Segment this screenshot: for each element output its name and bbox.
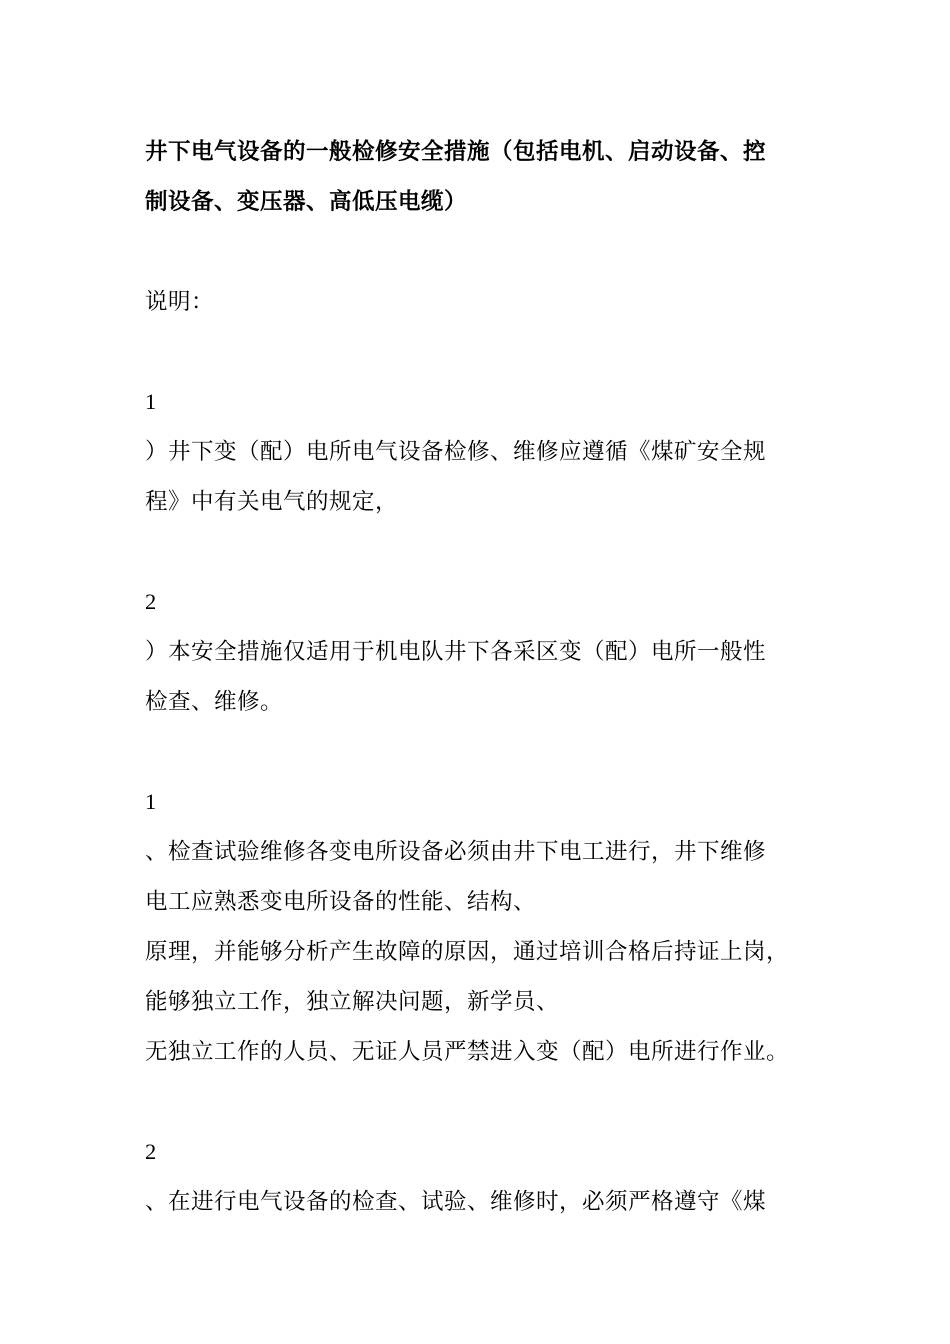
- spacer: [145, 327, 825, 377]
- item-1-line-1: 、检查试验维修各变电所设备必须由井下电工进行，井下维修: [145, 839, 767, 865]
- note-1-line-2: 程》中有关电气的规定，: [145, 489, 399, 515]
- item-1-line-5: 无独立工作的人员、无证人员严禁进入变（配）电所进行作业。: [145, 1039, 790, 1065]
- spacer: [145, 227, 825, 277]
- note-1-line-1: ）井下变（配）电所电气设备检修、维修应遵循《煤矿安全规: [145, 439, 767, 465]
- document-body: [145, 127, 825, 1227]
- item-2-number: 2: [145, 1139, 157, 1164]
- spacer: [145, 1077, 825, 1127]
- item-1-line-3: 原理，并能够分析产生故障的原因，通过培训合格后持证上岗，: [145, 939, 790, 965]
- spacer: [145, 527, 825, 577]
- note-2-line-2: 检查、维修。: [145, 689, 284, 715]
- document-title-line-1: 井下电气设备的一般检修安全措施（包括电机、启动设备、控: [145, 139, 767, 165]
- item-2-line-1: 、在进行电气设备的检查、试验、维修时，必须严格遵守《煤: [145, 1189, 767, 1215]
- note-1-number: 1: [145, 389, 157, 414]
- explanation-label: 说明：: [145, 289, 215, 315]
- item-1-line-2: 电工应熟悉变电所设备的性能、结构、: [145, 889, 537, 915]
- note-2-line-1: ）本安全措施仅适用于机电队井下各采区变（配）电所一般性: [145, 639, 767, 665]
- spacer: [145, 727, 825, 777]
- item-1-number: 1: [145, 789, 157, 814]
- item-1-line-4: 能够独立工作，独立解决问题，新学员、: [145, 989, 560, 1015]
- document-title-line-2: 制设备、变压器、高低压电缆）: [145, 189, 468, 215]
- note-2-number: 2: [145, 589, 157, 614]
